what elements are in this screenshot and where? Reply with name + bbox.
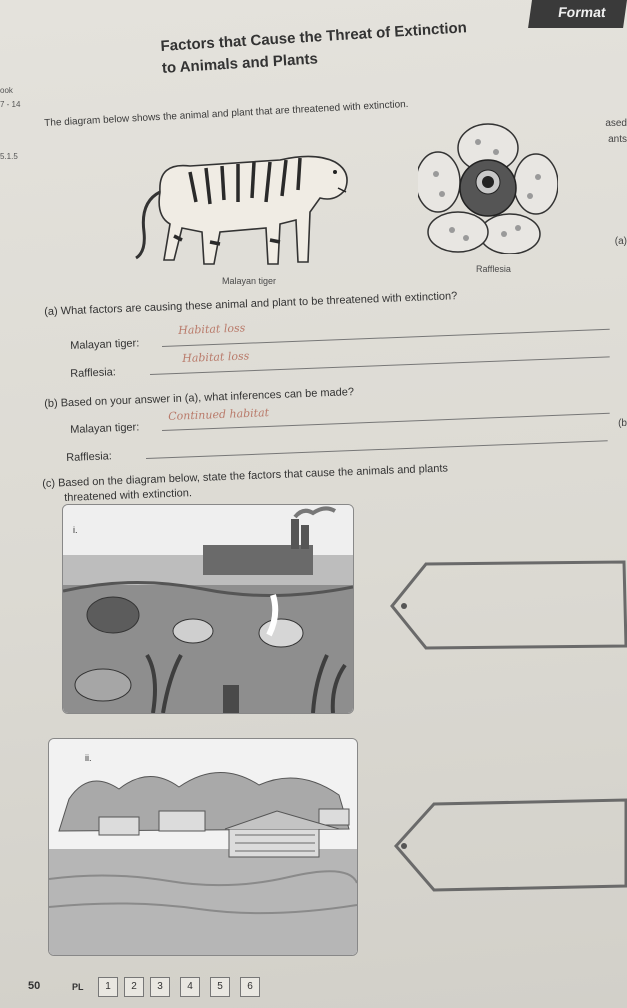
question-b-text: (b) Based on your answer in (a), what inferences can be made?: [44, 386, 355, 410]
question-b-rafflesia-label: Rafflesia:: [66, 450, 113, 464]
page-number: 50: [28, 980, 41, 992]
performance-level-4-box[interactable]: 4: [180, 977, 200, 997]
answer-tag-box-i[interactable]: [388, 558, 627, 652]
flood-photo: [48, 738, 358, 956]
page-title: [160, 12, 562, 80]
right-edge-text-3: (a): [614, 236, 627, 247]
right-edge-text-4: (b: [618, 418, 627, 429]
answer-line: [146, 440, 608, 459]
performance-level-1-box[interactable]: 1: [98, 977, 118, 997]
answer-tag-box-ii[interactable]: [392, 794, 627, 894]
rafflesia-caption: Rafflesia: [476, 264, 511, 274]
performance-level-2-box[interactable]: 2: [124, 977, 144, 997]
performance-level-3-box[interactable]: 3: [150, 977, 170, 997]
answer-a-rafflesia[interactable]: Habitat loss: [182, 349, 250, 365]
performance-level-5-box[interactable]: 5: [210, 977, 230, 997]
question-c-text-line-1: (c) Based on the diagram below, state the factors that cause the animals and plants: [42, 462, 449, 490]
right-edge-text-1: ased: [605, 118, 627, 129]
photo-ii-label: ii.: [85, 753, 92, 763]
performance-level-label: PL: [72, 982, 84, 992]
left-edge-text-2: 7 - 14: [0, 100, 21, 109]
performance-level-6-box[interactable]: 6: [240, 977, 260, 997]
left-edge-text: [0, 84, 20, 164]
question-a-tiger-label: Malayan tiger:: [70, 337, 140, 352]
rafflesia-illustration: [418, 122, 558, 254]
question-a-text: (a) What factors are causing these animal and plant to be threatened with extinction?: [44, 290, 458, 318]
right-edge-text-2: ants: [608, 134, 627, 145]
question-a-rafflesia-label: Rafflesia:: [70, 366, 117, 380]
photo-i-label: i.: [73, 525, 78, 535]
corner-format-label: Format: [528, 0, 627, 28]
answer-a-tiger[interactable]: Habitat loss: [178, 321, 246, 337]
left-edge-text-3: 5.1.5: [0, 152, 18, 161]
intro-text: The diagram below shows the animal and plant that are threatened with extinction.: [44, 98, 409, 129]
question-c-text-line-2: threatened with extinction.: [64, 487, 193, 504]
title-line-2: to Animals and Plants: [161, 50, 319, 77]
malayan-tiger-illustration: [130, 132, 360, 274]
question-b-tiger-label: Malayan tiger:: [70, 421, 140, 436]
answer-b-tiger[interactable]: Continued habitat: [168, 406, 270, 423]
title-line-1: Factors that Cause the Threat of Extinction: [160, 19, 468, 55]
pollution-photo: [62, 504, 354, 714]
left-edge-text-1: ook: [0, 86, 13, 95]
tiger-caption: Malayan tiger: [222, 276, 277, 286]
